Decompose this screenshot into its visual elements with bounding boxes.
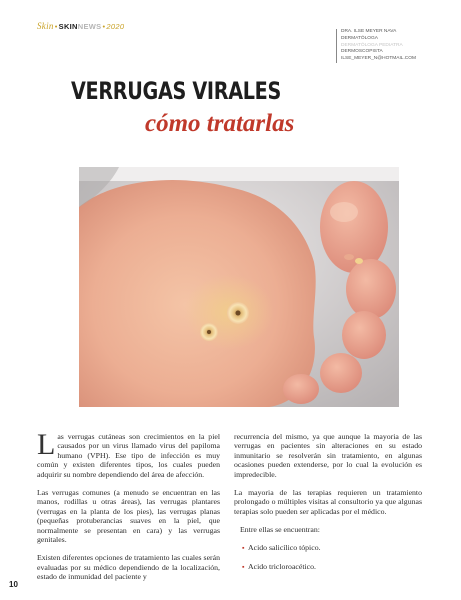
paragraph-recurrence: recurrencia del mismo, ya que aunque la mayoria de las verrugas en pacientes sin alteraciones en su estado inmunitario se resolverán sin tratamiento, en algunas ocasiones pueden extenderse, por lo cual la evolución es impredecible. — [234, 432, 422, 479]
author-title-faint: DERMATÓLOGA PEDIATRA — [341, 42, 403, 48]
list-item — [242, 543, 422, 553]
article-column-2 — [234, 432, 422, 581]
list-intro: Entre ellas se encuentran: — [240, 525, 320, 535]
treatment-list — [242, 543, 422, 573]
bullet-icon: ▪ — [242, 563, 245, 572]
list-item-text: Acido tricloroacético. — [248, 562, 316, 572]
plantar-wart-photo — [79, 167, 399, 407]
article-title: VERRUGAS VIRALES — [71, 77, 281, 105]
list-item — [242, 562, 422, 572]
list-item-text: Acido salicílico tópico. — [248, 542, 321, 552]
author-name: DRA. ILSE MEYER NAVA — [341, 29, 397, 34]
paragraph-intro-text: as verrugas cutáneas son crecimientos en la piel causados por un virus llamado virus del papiloma humano (VPH). Ese tipo de infección es muy común y existen diferentes tipos, los cuales pueden adquirir su nombre dependiendo del área de afección. — [37, 432, 220, 479]
author-info — [336, 29, 436, 63]
masthead-year: 2020 — [106, 22, 125, 31]
page-number: 10 — [9, 580, 18, 589]
author-email: ILSE_MEYER_N@HOTMAIL.COM — [341, 56, 416, 62]
paragraph-intro — [37, 428, 220, 479]
masthead-dot: • — [54, 22, 58, 31]
paragraph-wart-types: Las verrugas comunes (a menudo se encuentran en las manos, rodillas u otras áreas), las verrugas plantares (verrugas en la planta de los pies), las verrugas planas (pequeñas protuberancias suaves en la piel, que normalmente se presentan en cara) y las verrugas genitales. — [37, 488, 220, 545]
masthead-skin: SKIN — [58, 22, 78, 31]
bullet-icon: ▪ — [242, 543, 245, 552]
author-specialty: DERMOSCOPISTA — [341, 49, 383, 55]
paragraph-treatment-options: Existen diferentes opciones de tratamiento las cuales serán evaluadas por su médico dependiendo de la localización, estado de inmunidad del paciente y — [37, 553, 220, 582]
masthead-dot: • — [102, 22, 106, 31]
masthead-news: NEWS — [77, 22, 102, 31]
masthead-script: Skin — [37, 21, 54, 31]
drop-cap: L — [37, 428, 56, 461]
paragraph-therapies: La mayoria de las terapias requieren un tratamiento prolongado o múltiples visitas al consultorio ya que algunas terapias solo pueden ser aplicadas por el médico. — [234, 488, 422, 516]
article-column-1 — [37, 428, 220, 591]
author-title: DERMATÓLOGA — [341, 35, 378, 41]
magazine-masthead — [37, 21, 124, 31]
article-subtitle: cómo tratarlas — [145, 110, 295, 137]
